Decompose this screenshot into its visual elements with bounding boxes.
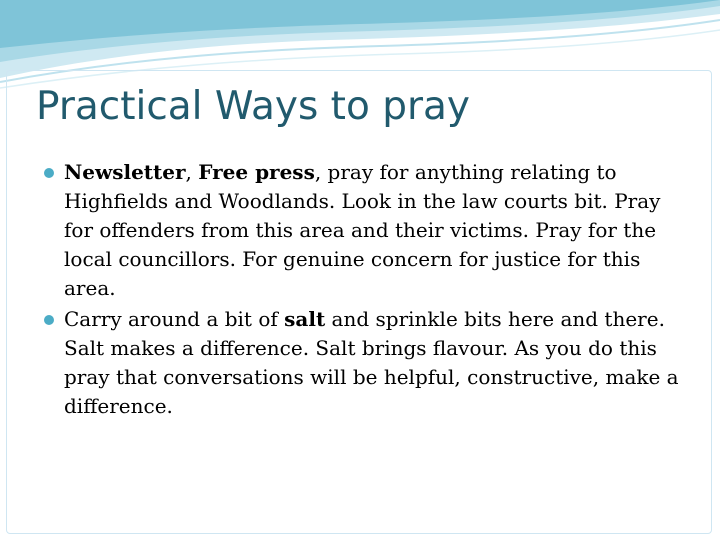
slide-title: Practical Ways to pray bbox=[36, 84, 470, 129]
bullet-text: , bbox=[185, 160, 199, 184]
bullet-text: , pray for anything relating to Highfields and Woodlands. Look in the law courts bit. Pray for offenders from this area and their victims. Pray for the local councillors. For genuine concern for justice for this area. bbox=[64, 160, 661, 300]
bullet-dot-icon bbox=[44, 168, 54, 178]
bullet-list bbox=[44, 158, 694, 423]
bullet-text: and sprinkle bits here and there. Salt makes a difference. Salt brings flavour. As you do this pray that conversations will be helpful, constructive, make a difference. bbox=[64, 307, 679, 418]
bullet-dot-icon bbox=[44, 315, 54, 325]
bullet-text-bold: salt bbox=[284, 307, 326, 331]
bullet-item bbox=[44, 158, 694, 303]
bullet-item bbox=[44, 305, 694, 421]
bullet-text: Carry around a bit of bbox=[64, 307, 285, 331]
bullet-text-bold: Free press bbox=[198, 160, 315, 184]
bullet-text-bold: Newsletter bbox=[64, 160, 186, 184]
